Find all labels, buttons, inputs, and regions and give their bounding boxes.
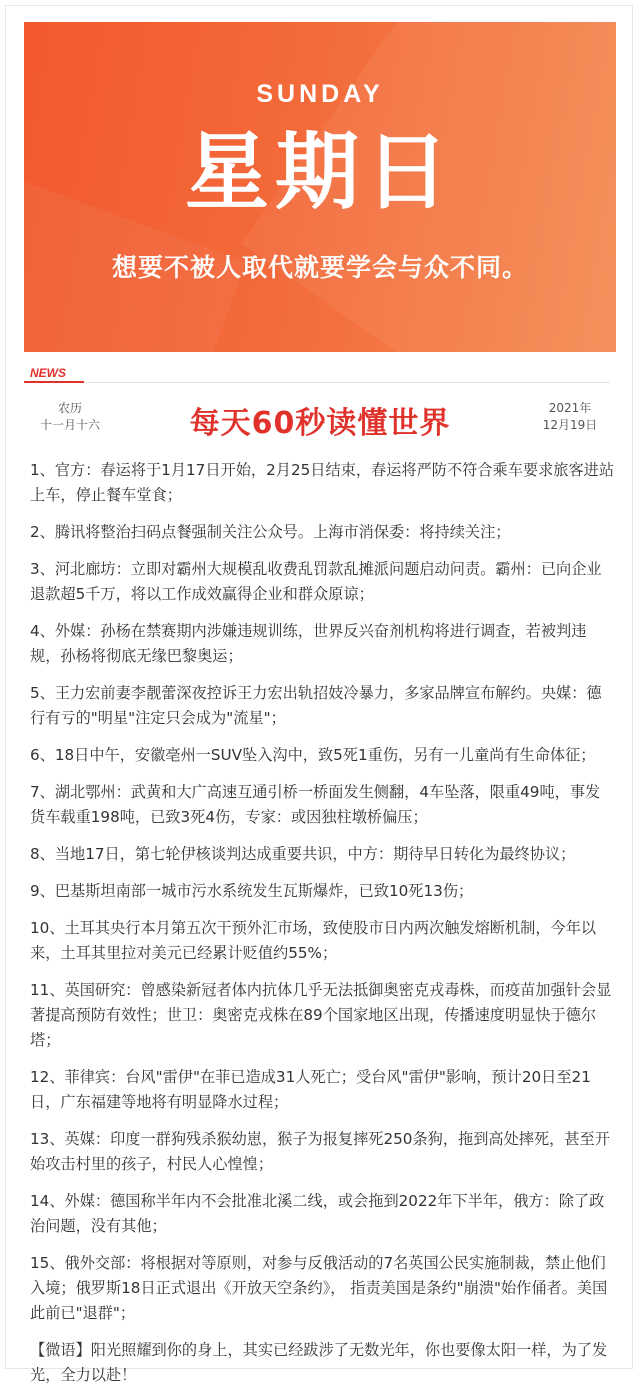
news-item: 8、当地17日，第七轮伊核谈判达成重要共识，中方：期待早日转化为最终协议； xyxy=(30,845,576,863)
banner-day-chinese: 星期日 xyxy=(184,123,455,221)
news-item: 7、湖北鄂州：武黄和大广高速互通引桥一桥面发生侧翻，4车坠落，限重49吨，事发货车载重198吨，已致3死4伤，专家：或因独柱墩桥偏压； xyxy=(30,783,601,826)
news-item: 4、外媒：孙杨在禁赛期内涉嫌违规训练，世界反兴奋剂机构将进行调查，若被判违规，孙杨将彻底无缘巴黎奥运； xyxy=(30,622,587,665)
banner-motto: 想要不被人取代就要学会与众不同。 xyxy=(111,253,528,282)
news-item: 9、巴基斯坦南部一城市污水系统发生瓦斯爆炸，已致10死13伤； xyxy=(30,882,474,900)
news-item: 3、河北廊坊：立即对霸州大规模乱收费乱罚款乱摊派问题启动问责。霸州：已向企业退款超5千万，将以工作成效赢得企业和群众原谅； xyxy=(30,560,602,603)
section-label: NEWS xyxy=(30,366,66,380)
header-banner xyxy=(24,22,616,352)
news-item: 14、外媒：德国称半年内不会批准北溪二线，或会拖到2022年下半年，俄方：除了政治问题，没有其他； xyxy=(30,1192,605,1235)
closing-quote: 【微语】阳光照耀到你的身上，其实已经跋涉了无数光年，你也要像太阳一样，为了发光，全力以赴！ xyxy=(30,1341,608,1384)
news-item: 15、俄外交部：将根据对等原则，对参与反俄活动的7名英国公民实施制裁，禁止他们入境；俄罗斯18日正式退出《开放天空条约》， 指责美国是条约"崩溃"始作俑者。美国此前已"退群"； xyxy=(30,1254,608,1322)
banner-day-english: SUNDAY xyxy=(256,80,384,108)
section-divider-accent xyxy=(24,381,84,383)
news-item: 6、18日中午，安徽亳州一SUV坠入沟中，致5死1重伤，另有一儿童尚有生命体征； xyxy=(30,746,596,764)
news-item: 2、腾讯将整治扫码点餐强制关注公众号。上海市消保委：将持续关注； xyxy=(30,523,511,541)
news-item: 5、王力宏前妻李靓蕾深夜控诉王力宏出轨招妓冷暴力，多家品牌宣布解约。央媒：德行有亏的"明星"注定只会成为"流星"； xyxy=(30,684,602,727)
gregorian-date-block xyxy=(530,400,610,434)
lunar-date: 十一月十六 xyxy=(39,418,100,432)
news-item: 1、官方：春运将于1月17日开始，2月25日结束，春运将严防不符合乘车要求旅客进站上车，停止餐车堂食； xyxy=(30,461,615,504)
news-item: 11、英国研究：曾感染新冠者体内抗体几乎无法抵御奥密克戎毒株，而疫苗加强针会显著提高预防有效性；世卫：奥密克戎株在89个国家地区出现，传播速度明显快于德尔塔； xyxy=(30,981,612,1049)
news-item: 13、英媒：印度一群狗残杀猴幼崽，猴子为报复摔死250条狗，拖到高处摔死，甚至开始攻击村里的孩子，村民人心惶惶； xyxy=(30,1130,610,1173)
lunar-date-block xyxy=(30,400,110,434)
news-list xyxy=(30,458,614,1400)
gregorian-year: 2021年 xyxy=(548,401,592,415)
masthead-title: 每天60秒读懂世界 xyxy=(189,406,451,441)
section-divider xyxy=(24,382,610,383)
news-item: 10、土耳其央行本月第五次干预外汇市场，致使股市日内两次触发熔断机制，今年以来，土耳其里拉对美元已经累计贬值约55%； xyxy=(30,919,597,962)
lunar-label: 农历 xyxy=(57,401,82,415)
gregorian-date: 12月19日 xyxy=(542,418,598,432)
news-item: 12、菲律宾：台风"雷伊"在菲已造成31人死亡；受台风"雷伊"影响，预计20日至21日，广东福建等地将有明显降水过程； xyxy=(30,1068,591,1111)
